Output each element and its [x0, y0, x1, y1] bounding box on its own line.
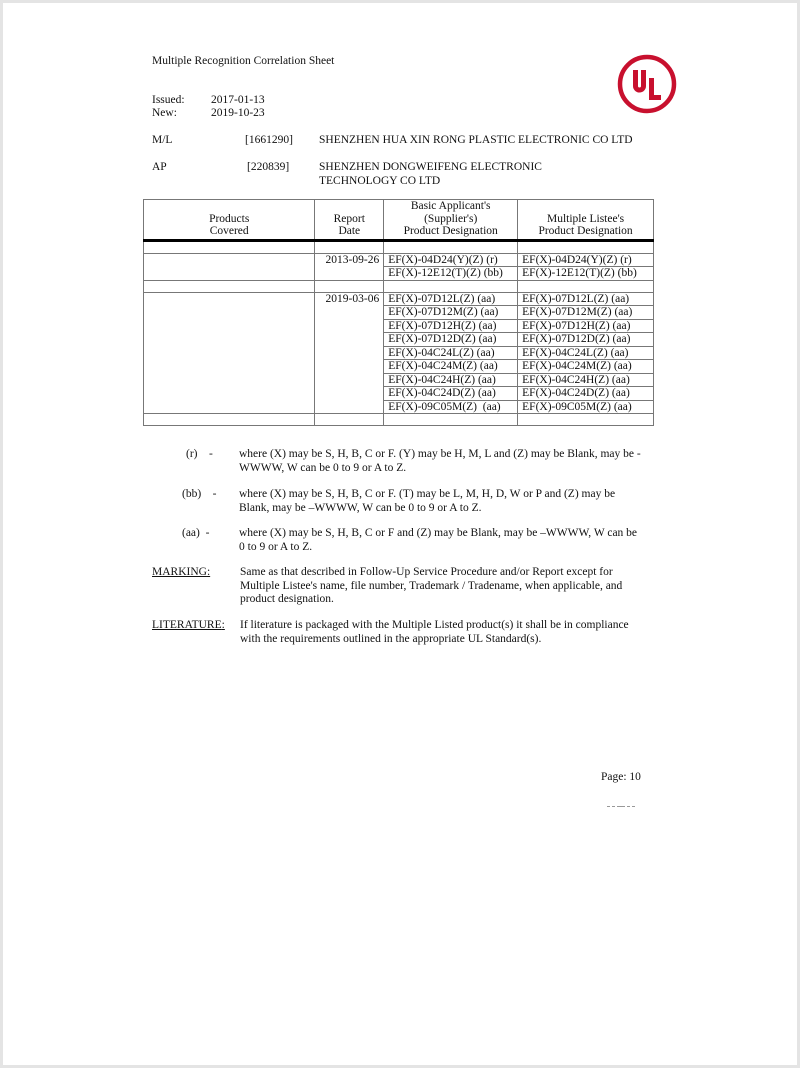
table-cell — [315, 280, 384, 292]
marking-label-text: MARKING — [152, 566, 207, 578]
table-cell — [518, 280, 654, 292]
table-body — [144, 240, 654, 426]
table-spacer-row — [144, 240, 654, 253]
header-products-covered — [144, 200, 315, 241]
new-date: 2019-10-23 — [211, 107, 265, 119]
listee-designation-cell: EF(X)-07D12H(Z) (aa) — [518, 319, 654, 333]
basic-designation-cell: EF(X)-04C24D(Z) (aa) — [384, 387, 518, 401]
header-text: (Supplier's) — [424, 212, 478, 225]
basic-designation-cell: EF(X)-09C05M(Z) (aa) — [384, 400, 518, 414]
header-text: Multiple Listee's — [547, 212, 625, 225]
ml-file-number: [1661290] — [245, 134, 293, 146]
products-covered-cell — [144, 292, 315, 414]
report-date-cell: 2019-03-06 — [315, 292, 384, 414]
note-key-r: (r) - — [186, 448, 213, 460]
ap-label: AP — [152, 161, 167, 173]
basic-designation-cell: EF(X)-07D12L(Z) (aa) — [384, 292, 518, 306]
note-text-bb: where (X) may be S, H, B, C or F. (T) may be L, M, H, D, W or P and (Z) may be Blank, may be –WWWW, W can be 0 to 9 or A to Z. — [239, 488, 616, 514]
basic-designation-cell: EF(X)-07D12H(Z) (aa) — [384, 319, 518, 333]
colon: : — [221, 619, 225, 631]
table-cell — [315, 240, 384, 253]
basic-designation-cell: EF(X)-04C24L(Z) (aa) — [384, 346, 518, 360]
table-spacer-row — [144, 280, 654, 292]
ml-label: M/L — [152, 134, 173, 146]
header-text: Covered — [209, 225, 249, 237]
listee-designation-cell: EF(X)-04D24(Y)(Z) (r) — [518, 253, 654, 267]
header-text: Date — [338, 225, 361, 237]
literature-label-text: LITERATURE — [152, 619, 222, 631]
listee-designation-cell: EF(X)-04C24H(Z) (aa) — [518, 373, 654, 387]
note-key-bb: (bb) - — [182, 488, 217, 500]
basic-designation-cell: EF(X)-04C24H(Z) (aa) — [384, 373, 518, 387]
table-cell — [144, 414, 315, 426]
note-key-aa: (aa) - — [182, 527, 210, 539]
header-text: Product Designation — [538, 225, 633, 237]
colon: : — [206, 566, 211, 578]
table-cell — [315, 414, 384, 426]
table-cell — [384, 280, 518, 292]
table-row — [144, 253, 654, 267]
table-spacer-row — [144, 414, 654, 426]
table-cell — [384, 414, 518, 426]
ap-company-name — [319, 161, 619, 188]
table-cell — [518, 240, 654, 253]
basic-designation-cell: EF(X)-04C24M(Z) (aa) — [384, 360, 518, 374]
listee-designation-cell: EF(X)-12E12(T)(Z) (bb) — [518, 267, 654, 281]
literature-text: If literature is packaged with the Multiple Listed product(s) it shall be in compliance with the requirements outlined in the appropriate UL Standard(s). — [240, 619, 629, 645]
note-text-r: where (X) may be S, H, B, C or F. (Y) may be H, M, L and (Z) may be Blank, may be -WWWW, W can be 0 to 9 or A to Z. — [239, 448, 641, 474]
issued-date: 2017-01-13 — [211, 94, 265, 106]
marking-text: Same as that described in Follow-Up Service Procedure and/or Report except for Multiple Listee's name, file number, Trademark / Tradename, when applicable, and product designation. — [240, 566, 623, 605]
listee-designation-cell: EF(X)-04C24D(Z) (aa) — [518, 387, 654, 401]
basic-designation-cell: EF(X)-07D12D(Z) (aa) — [384, 333, 518, 347]
ml-company-name: SHENZHEN HUA XIN RONG PLASTIC ELECTRONIC CO LTD — [319, 134, 633, 146]
table-header-row — [144, 200, 654, 241]
basic-designation-cell: EF(X)-12E12(T)(Z) (bb) — [384, 267, 518, 281]
table-cell — [384, 240, 518, 253]
basic-designation-cell: EF(X)-04D24(Y)(Z) (r) — [384, 253, 518, 267]
table-row — [144, 292, 654, 306]
header-report-date — [315, 200, 384, 241]
header-basic-applicant — [384, 200, 518, 241]
document-page — [3, 3, 797, 1065]
page-number: Page: 10 — [601, 771, 641, 783]
listee-designation-cell: EF(X)-07D12L(Z) (aa) — [518, 292, 654, 306]
ap-company-line-2: TECHNOLOGY CO LTD — [319, 174, 441, 187]
products-covered-cell — [144, 253, 315, 280]
table-cell — [144, 280, 315, 292]
ap-file-number: [220839] — [247, 161, 290, 173]
correlation-table — [143, 199, 654, 426]
header-text: Basic Applicant's — [410, 200, 491, 212]
listee-designation-cell: EF(X)-04C24M(Z) (aa) — [518, 360, 654, 374]
listee-designation-cell: EF(X)-07D12D(Z) (aa) — [518, 333, 654, 347]
ul-logo-icon — [616, 53, 678, 115]
marking-label — [152, 566, 210, 578]
basic-designation-cell: EF(X)-07D12M(Z) (aa) — [384, 306, 518, 320]
literature-label — [152, 619, 225, 631]
header-text: Products — [209, 212, 250, 225]
issued-label: Issued: — [152, 94, 185, 106]
faded-page-mark — [607, 797, 641, 800]
header-text: Report — [333, 212, 365, 225]
document-title: Multiple Recognition Correlation Sheet — [152, 55, 335, 67]
table-cell — [518, 414, 654, 426]
table-cell — [144, 240, 315, 253]
header-text: Product Designation — [403, 225, 498, 237]
listee-designation-cell: EF(X)-09C05M(Z) (aa) — [518, 400, 654, 414]
listee-designation-cell: EF(X)-07D12M(Z) (aa) — [518, 306, 654, 320]
header-multiple-listee — [518, 200, 654, 241]
new-label: New: — [152, 107, 177, 119]
ap-company-line-1: SHENZHEN DONGWEIFENG ELECTRONIC — [319, 161, 542, 173]
report-date-cell: 2013-09-26 — [315, 253, 384, 280]
listee-designation-cell: EF(X)-04C24L(Z) (aa) — [518, 346, 654, 360]
note-text-aa: where (X) may be S, H, B, C or F and (Z) may be Blank, may be –WWWW, W can be 0 to 9 or A to Z. — [239, 527, 638, 553]
